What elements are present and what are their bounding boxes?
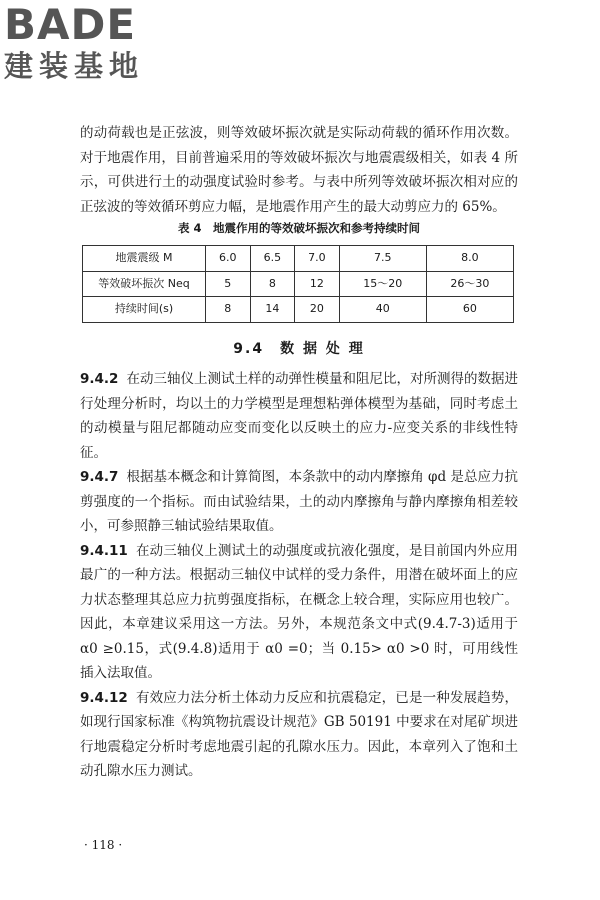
row-label: 持续时间(s) — [83, 297, 206, 323]
table-cell: 26～30 — [426, 271, 513, 297]
clause-text: 根据基本概念和计算简图，本条款中的动内摩擦角 φd 是总应力抗剪强度的一个指标。而由试验结果，土的动内摩擦角与静内摩擦角相差较小，可参照静三轴试验结果取值。 — [80, 469, 518, 534]
clause-text: 在动三轴仪上测试土样的动弹性模量和阻尼比，对所测得的数据进行处理分析时，均以土的力学模型是理想粘弹体模型为基础，同时考虑土的动模量与阻尼都随动应变而变化以反映土的应力-应变关系的非线性特征。 — [80, 371, 518, 461]
table-cell: 8 — [206, 297, 251, 323]
table-cell: 5 — [206, 271, 251, 297]
clause-number: 9.4.12 — [80, 689, 128, 706]
clause-text: 在动三轴仪上测试土的动强度或抗液化强度，是目前国内外应用最广的一种方法。根据动三轴仪中试样的受力条件，用潜在破坏面上的应力状态整理其总应力抗剪强度指标，在概念上较合理，实际应用也较广。因此，本章建议采用这一方法。另外，本规范条文中式(9.4.7-3)适用于 α0 ≥0.15，式(9.4.8)适用于 α0 =0；当 0.15> α0 >0 时，可用线性插入法取值。 — [80, 542, 518, 681]
table-cell: 20 — [295, 297, 340, 323]
table-row — [83, 297, 514, 323]
page-number: · 118 · — [84, 838, 123, 852]
table-cell: 8 — [250, 271, 295, 297]
table-row — [83, 246, 514, 272]
clause-number: 9.4.7 — [80, 469, 119, 485]
clause-paragraph — [80, 367, 518, 465]
table-cell: 15～20 — [339, 271, 426, 297]
intro-paragraph: 的动荷载也是正弦波，则等效破坏振次就是实际动荷载的循环作用次数。对于地震作用，目前普遍采用的等效破坏振次与地震震级相关，如表 4 所示，可供进行土的动强度试验时参考。与表中所列等效破坏振次相对应的正弦波的等效循环剪应力幅，是地震作用产生的最大动剪应力的 65%。 — [80, 125, 518, 215]
clause-paragraph — [80, 539, 518, 686]
table-cell: 14 — [250, 297, 295, 323]
brand-logo — [4, 2, 214, 88]
table-cell: 6.0 — [206, 246, 251, 272]
clause-list — [80, 367, 518, 784]
table-cell: 7.0 — [295, 246, 340, 272]
table-row — [83, 271, 514, 297]
earthquake-table — [82, 245, 514, 323]
row-label: 地震震级 M — [83, 246, 206, 272]
clause-text: 有效应力法分析土体动力反应和抗震稳定，已是一种发展趋势，如现行国家标准《构筑物抗震设计规范》GB 50191 中要求在对尾矿坝进行地震稳定分析时考虑地震引起的孔隙水压力。因此，本章列入了饱和土动孔隙水压力测试。 — [80, 689, 518, 779]
table-cell: 40 — [339, 297, 426, 323]
table-cell: 7.5 — [339, 246, 426, 272]
logo-text-en: BADE — [4, 0, 137, 49]
section-title: 9.4 数 据 处 理 — [233, 340, 365, 357]
page-content — [80, 121, 518, 784]
row-label: 等效破坏振次 Neq — [83, 271, 206, 297]
clause-number: 9.4.2 — [80, 371, 119, 387]
clause-paragraph — [80, 465, 518, 539]
clause-paragraph — [80, 686, 518, 784]
table-cell: 6.5 — [250, 246, 295, 272]
table-cell: 12 — [295, 271, 340, 297]
table-cell: 8.0 — [426, 246, 513, 272]
table-cell: 60 — [426, 297, 513, 323]
table-caption: 表 4 地震作用的等效破坏振次和参考持续时间 — [177, 221, 420, 235]
logo-text-cn: 建装基地 — [4, 49, 145, 83]
clause-number: 9.4.11 — [80, 542, 128, 559]
